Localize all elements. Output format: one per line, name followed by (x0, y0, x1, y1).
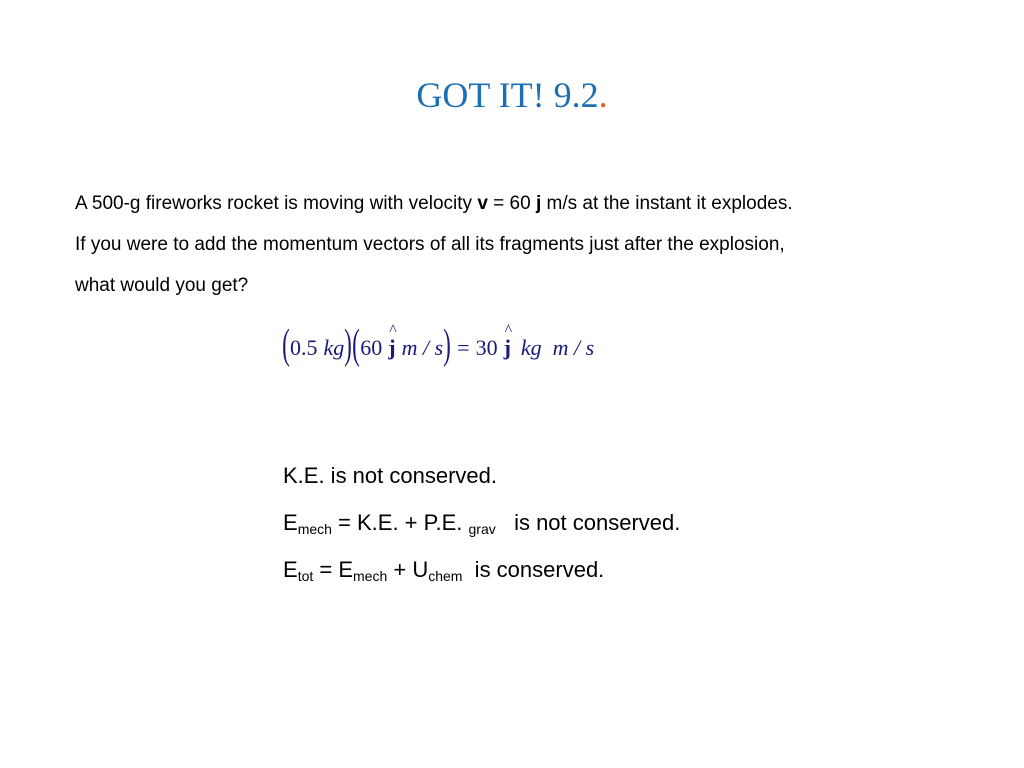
question-text (75, 183, 975, 306)
emech-subscript: mech (297, 521, 332, 537)
etot-verdict: is conserved. (462, 557, 605, 582)
result-unit-vector-j-hat: ^ j (504, 335, 511, 361)
question-line-1 (75, 183, 975, 224)
result-value: 30 (475, 335, 498, 360)
conclusions (283, 452, 680, 593)
mass-unit: kg (323, 335, 345, 360)
unit-vector-j-hat: ^ j (388, 335, 395, 361)
question-line-1-end: m/s at the instant it explodes. (541, 193, 793, 214)
etot-plus-u: + U (387, 557, 429, 582)
equals-sign: = (457, 335, 470, 360)
emech-definition: = K.E. + P.E. (331, 510, 469, 535)
emech-symbol: E (283, 510, 298, 535)
mass-value: 0.5 (290, 335, 318, 360)
speed-value: 60 (360, 335, 383, 360)
question-line-1-mid: = 60 (487, 193, 536, 214)
ke-statement: K.E. is not conserved. (283, 463, 497, 488)
result-unit: kg m / s (520, 335, 595, 360)
close-paren-2: ) (443, 322, 452, 368)
emech-verdict: is not conserved. (495, 510, 681, 535)
emech-statement (283, 499, 680, 546)
title-text: GOT IT! 9.2 (416, 75, 599, 115)
chem-subscript: chem (428, 568, 463, 584)
question-line-3: what would you get? (75, 275, 249, 296)
question-line-2: If you were to add the momentum vectors of all its fragments just after the explosion, (75, 234, 785, 255)
unit-vector-j: j (535, 193, 542, 214)
open-paren-1: ( (282, 322, 290, 368)
etot-statement (283, 546, 680, 593)
open-paren-2: ( (352, 322, 361, 368)
question-line-1-start: A 500-g fireworks rocket is moving with velocity (75, 193, 478, 214)
close-paren-1: ) (344, 322, 353, 368)
title-dot: . (598, 75, 608, 115)
etot-mech-subscript: mech (353, 568, 388, 584)
etot-symbol: E (283, 557, 298, 582)
grav-subscript: grav (468, 521, 496, 537)
speed-unit: m / s (401, 335, 444, 360)
slide-title (0, 74, 1024, 116)
etot-equals: = E (313, 557, 354, 582)
velocity-symbol: v (477, 193, 488, 214)
etot-subscript: tot (297, 568, 314, 584)
momentum-equation (282, 322, 594, 374)
